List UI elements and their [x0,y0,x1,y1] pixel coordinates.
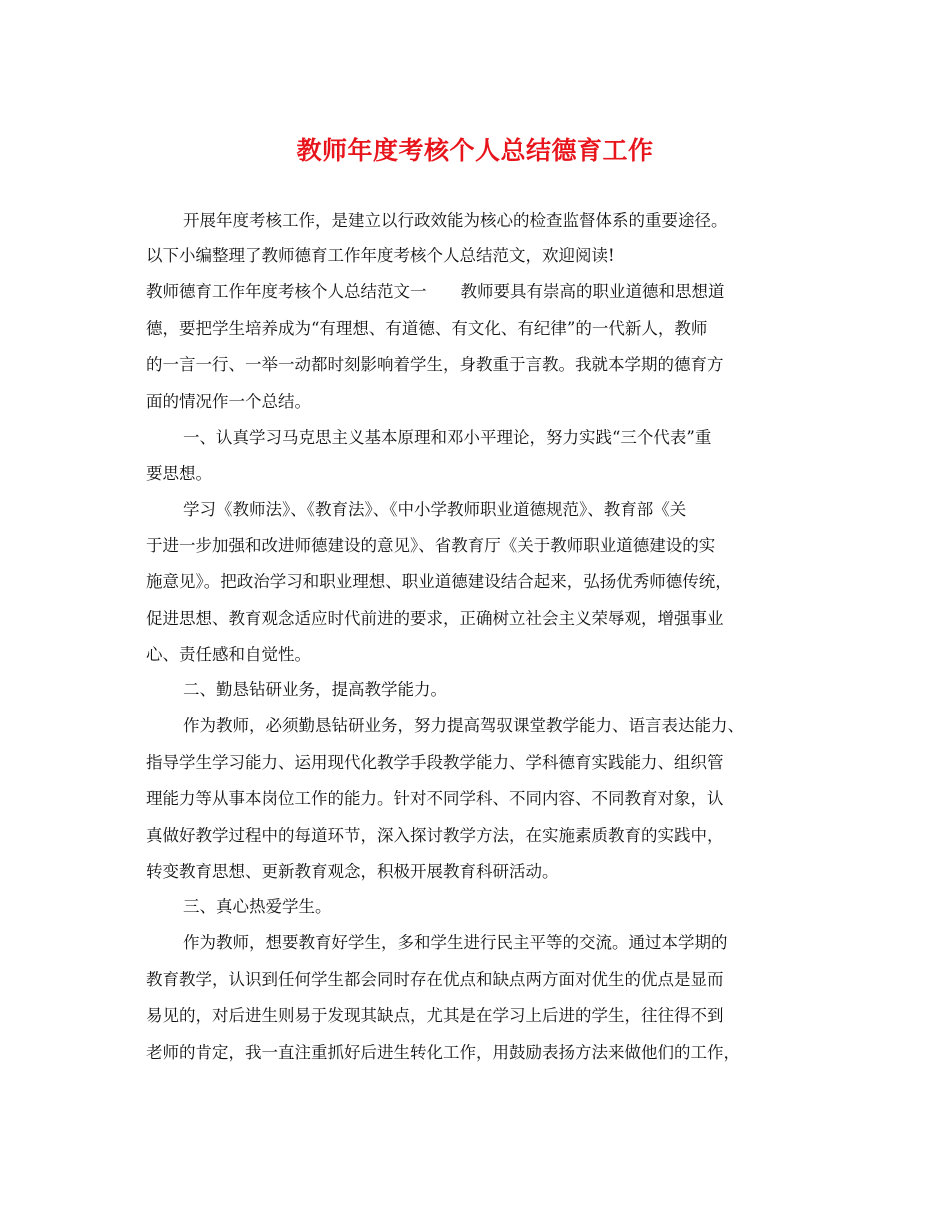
paragraph-line: 教育教学，认识到任何学生都会同时存在优点和缺点两方面对优生的优点是显而 [146,970,724,989]
paragraph-line: 老师的肯定，我一直注重抓好后进生转化工作，用鼓励表扬方法来做他们的工作， [146,1043,740,1062]
paragraph-line: 施意见》。把政治学习和职业理想、职业道德建设结合起来，弘扬优秀师德传统， [146,572,732,591]
paragraph-line: 开展年度考核工作，是建立以行政效能为核心的检查监督体系的重要途径。 [183,211,728,230]
paragraph-line: 于进一步加强和改进师德建设的意见》、省教育厅《关于教师职业道德建设的实 [146,536,716,555]
document-title: 教师年度考核个人总结德育工作 [296,136,654,165]
sample-intro: 教师要具有崇高的职业道德和思想道 [460,282,725,301]
paragraph-line: 真做好教学过程中的每道环节，深入探讨教学方法，在实施素质教育的实践中， [146,826,724,845]
paragraph-line: 促进思想、教育观念适应时代前进的要求，正确树立社会主义荣辱观，增强事业 [146,609,724,628]
sample-heading: 教师德育工作年度考核个人总结范文一 [146,282,427,301]
paragraph-line: 的一言一行、一举一动都时刻影响着学生，身教重于言教。我就本学期的德育方 [146,355,724,374]
section-heading: 三、真心热爱学生。 [183,897,332,916]
section-heading-cont: 要思想。 [146,464,212,483]
paragraph-line: 理能力等从事本岗位工作的能力。针对不同学科、不同内容、不同教育对象，认 [146,789,724,808]
section-heading: 一、认真学习马克思主义基本原理和邓小平理论，努力实践“三个代表”重 [183,428,712,447]
paragraph-line: 指导学生学习能力、运用现代化教学手段教学能力、学科德育实践能力、组织管 [146,753,724,772]
paragraph-line: 面的情况作一个总结。 [146,392,311,411]
paragraph-line: 作为教师，想要教育好学生，多和学生进行民主平等的交流。通过本学期的 [183,933,728,952]
paragraph-line: 转变教育思想、更新教育观念，积极开展教育科研活动。 [146,862,559,881]
paragraph-line: 学习《教师法》、《教育法》、《中小学教师职业道德规范》、教育部《关 [183,500,687,519]
paragraph-line: 以下小编整理了教师德育工作年度考核个人总结范文，欢迎阅读! [146,246,615,265]
section-heading: 二、勤恳钻研业务，提高教学能力。 [183,680,447,699]
paragraph-line: 作为教师，必须勤恳钻研业务，努力提高驾驭课堂教学能力、语言表达能力、 [183,716,744,735]
paragraph-line: 心、责任感和自觉性。 [146,645,311,664]
paragraph-line: 易见的，对后进生则易于发现其缺点，尤其是在学习上后进的学生，往往得不到 [146,1006,724,1025]
paragraph-line [146,281,725,303]
paragraph-line: 德，要把学生培养成为“有理想、有道德、有文化、有纪律”的一代新人，教师 [146,319,708,338]
